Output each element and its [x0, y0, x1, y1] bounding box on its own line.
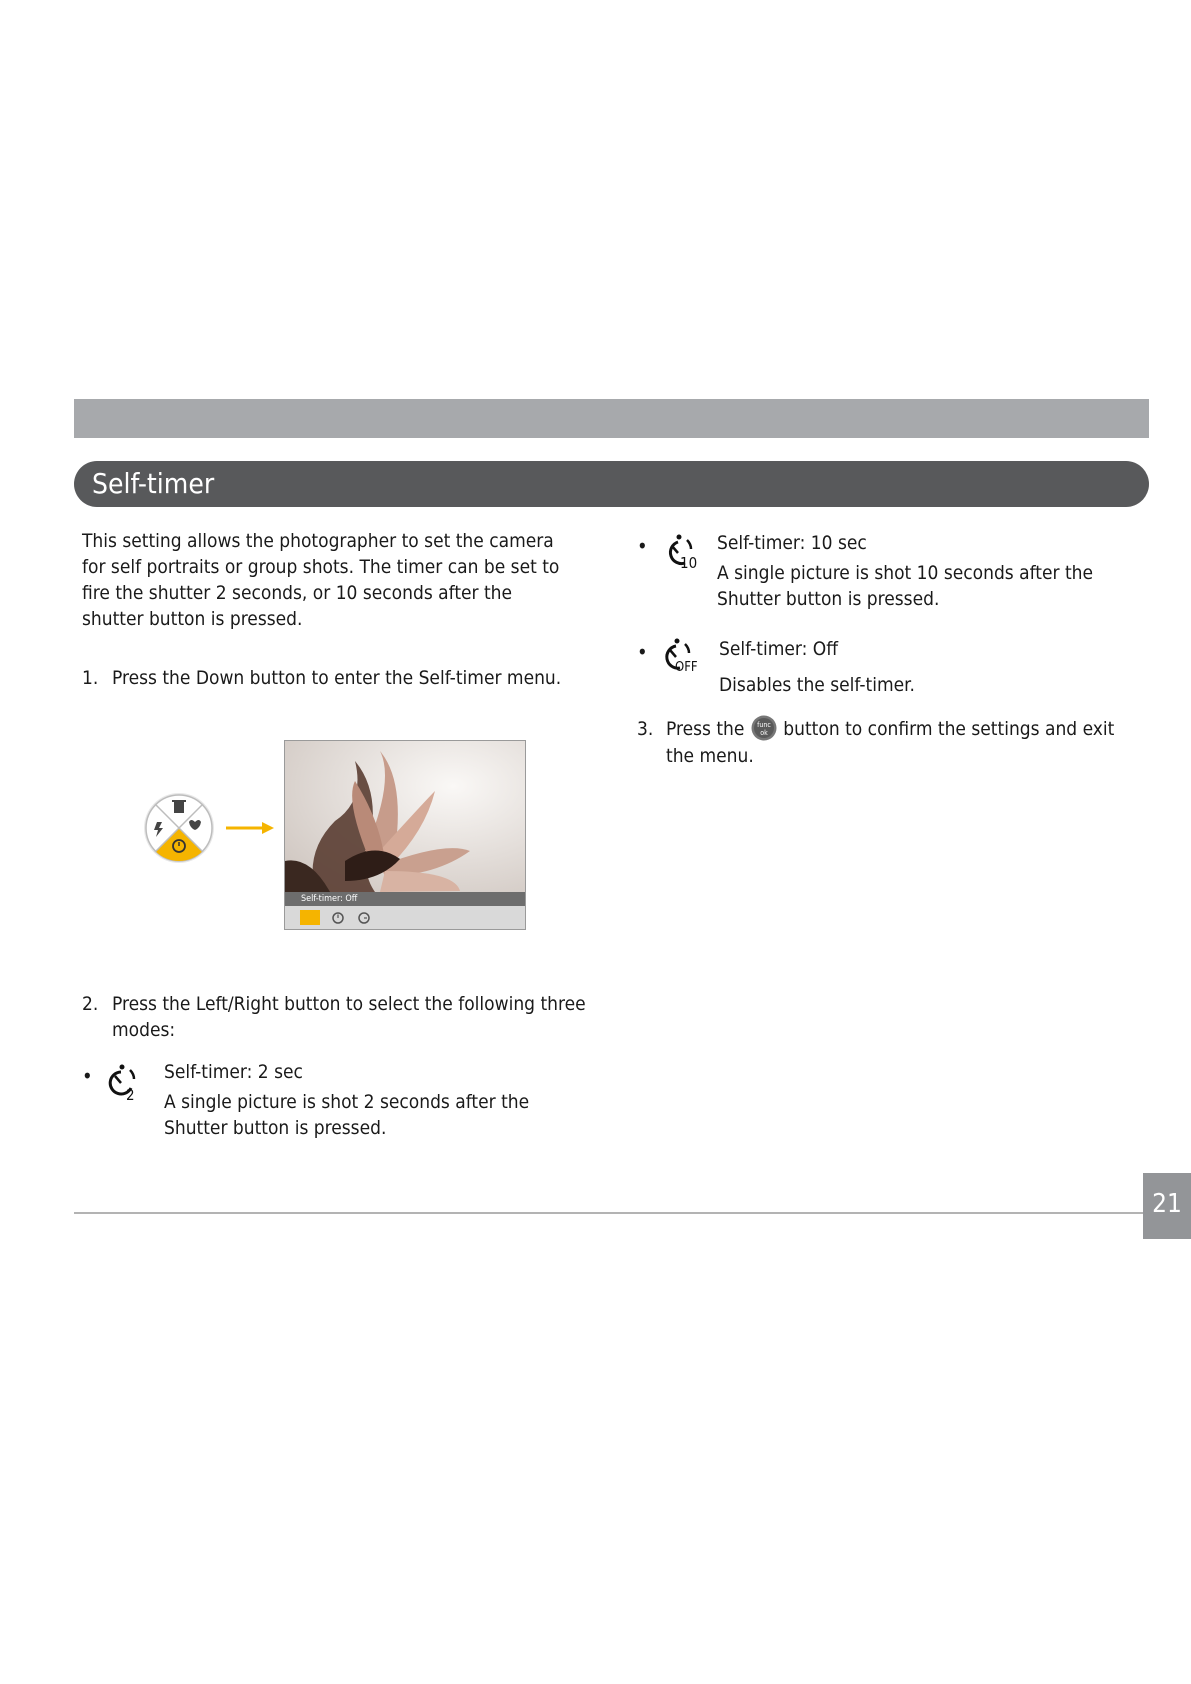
- intro-paragraph: This setting allows the photographer to set the camera for self portraits or group shots. The timer can be set to fire the shutter 2 seconds, or 10 seconds after the shutter button is pressed.: [82, 530, 560, 630]
- bullet: •: [637, 640, 648, 664]
- screen-status-text: Self-timer: Off: [301, 894, 358, 904]
- bullet: •: [82, 1064, 93, 1088]
- screen-mode-strip: [285, 906, 525, 929]
- footer-divider: [74, 1212, 1144, 1214]
- func-ok-button-icon: [751, 715, 777, 741]
- svg-text:OFF: OFF: [675, 660, 698, 675]
- step-text-before: Press the: [666, 718, 745, 740]
- selected-mode-icon: [300, 910, 320, 925]
- bullet: •: [637, 534, 648, 558]
- camera-dial-icon: [143, 792, 215, 864]
- timer-10sec-small-icon: [357, 911, 371, 925]
- section-title: Self-timer: [92, 467, 215, 500]
- step-text: Press the Left/Right button to select the following three modes:: [112, 993, 586, 1041]
- self-timer-10sec-icon: [658, 532, 706, 572]
- page-number: 21: [1152, 1189, 1182, 1219]
- step-number: 1.: [82, 667, 99, 689]
- step-number: 2.: [82, 993, 99, 1015]
- section-title-bar: [74, 461, 1149, 507]
- flower-photo: [285, 741, 525, 892]
- page-number-tab: [1143, 1173, 1191, 1239]
- self-timer-off-icon: [656, 636, 710, 676]
- svg-text:10: 10: [680, 554, 698, 572]
- mode-label-off: Self-timer: Off: [719, 638, 838, 660]
- camera-screen: [284, 740, 526, 930]
- mode-label-2sec: Self-timer: 2 sec: [164, 1061, 303, 1083]
- mode-desc-10sec: A single picture is shot 10 seconds after the Shutter button is pressed.: [717, 562, 1094, 610]
- step-number: 3.: [637, 718, 654, 740]
- svg-text:ok: ok: [760, 728, 768, 737]
- arrow-right-icon: [224, 820, 276, 834]
- header-band: [74, 399, 1149, 438]
- step-text: Press the Down button to enter the Self-timer menu.: [112, 667, 562, 689]
- svg-text:func: func: [757, 720, 771, 729]
- mode-desc-2sec: A single picture is shot 2 seconds after the Shutter button is pressed.: [164, 1091, 530, 1139]
- mode-desc-off: Disables the self-timer.: [719, 674, 915, 696]
- step-3: [637, 716, 1157, 776]
- svg-text:2: 2: [126, 1086, 135, 1102]
- self-timer-2sec-icon: [101, 1062, 141, 1102]
- step-text-after: button to confirm the settings and exit the menu.: [666, 718, 1115, 767]
- timer-2sec-small-icon: [331, 911, 345, 925]
- screen-status-bar: [285, 892, 525, 906]
- mode-label-10sec: Self-timer: 10 sec: [717, 532, 867, 554]
